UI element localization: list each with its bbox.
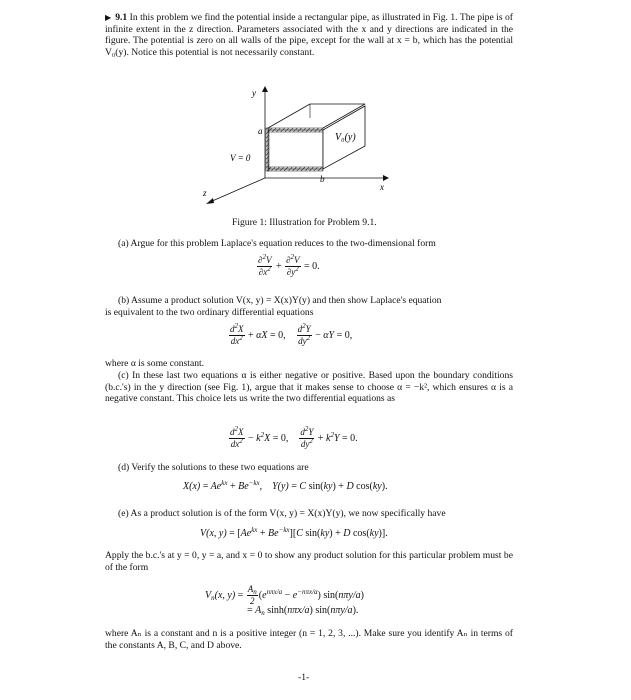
product-solution-equation: V(x, $y) = [Ae^{kx} + Be^{-kx}][C$ sin(ky) + D cos(ky)]. <box>200 526 388 539</box>
ode-k-equations: $\frac{d^2X}{dx^2}$ − $k^2X = 0$, $\frac{d^2Y}{dy^2}$ + $k^2Y = 0$. <box>230 425 358 449</box>
problem-intro-text: In this problem we find the potential inside a rectangular pipe, as illustrated in Fig. 1. The pipe is of infinite extent in the z direction. Parameters associated with the x and y directions are indicated in the figure. The potential is zero on all walls of the pipe, except for the wall at x = b, which has the potential V₀(y). Notice this potential is not necessarily constant. <box>105 12 513 59</box>
z-axis <box>210 178 265 202</box>
part-d: (d) Verify the solutions to these two equations are <box>118 462 309 473</box>
solution-xy-equation: $X(x) = Ae^{kx} + Be^{-kx}$, Y(y) = C sin(ky) + D cos(ky). <box>183 479 388 492</box>
pipe-top-wall <box>268 128 323 132</box>
problem-number: 9.1 <box>115 12 128 23</box>
label-v0: V = 0 <box>230 153 251 163</box>
z-axis-arrow-icon <box>206 198 214 204</box>
laplace-2d-equation: $\frac{\partial^2V}{\partial x^2}$ + $\frac{\partial^2V}{\partial y^2}$ = 0. <box>258 253 320 277</box>
part-b-line1: (b) Assume a product solution V(x, y) = X(x)Y(y) and then show Laplace's equation <box>118 295 442 306</box>
bullet-icon: ▶ <box>105 13 112 22</box>
page-number: -1- <box>298 672 310 683</box>
part-b-line2: is equivalent to the two ordinary differential equations <box>105 307 314 318</box>
vn-sinh-equation: = $A_n$ sinh(nπx/a) sin(nπy/a). <box>247 605 359 617</box>
part-e: (e) As a product solution is of the form V(x, y) = X(x)Y(y), we now specifically have <box>118 508 446 519</box>
figure-caption: Figure 1: Illustration for Problem 9.1. <box>232 217 377 228</box>
pipe-top-edge-left <box>268 104 310 128</box>
part-a: (a) Argue for this problem Laplace's equation reduces to the two-dimensional form <box>118 238 436 249</box>
label-b: b <box>320 174 325 184</box>
part-c: (c) In these last two equations α is either negative or positive. Based upon the boundary conditions (b.c.'s) in the y direction (see Fig. 1), argue that it makes sense to choose α = −k², which ensures α is a negative constant. This choice lets us write the two differential equations as <box>105 370 513 405</box>
pipe-left-wall <box>266 128 269 171</box>
where-alpha: where α is some constant. <box>105 358 205 369</box>
problem-intro <box>105 12 513 59</box>
pipe-figure <box>190 78 420 216</box>
x-axis-arrow-icon <box>383 175 389 181</box>
label-y: y <box>252 88 256 98</box>
label-x: x <box>380 182 384 192</box>
apply-bc: Apply the b.c.'s at y = 0, y = a, and x = 0 to show any product solution for this particular problem must be of the form <box>105 550 513 573</box>
label-z: z <box>203 188 207 198</box>
pipe-bottom-wall <box>268 167 323 171</box>
label-vy: V₀(y) <box>335 132 356 143</box>
where-an: where Aₙ is a constant and n is a positive integer (n = 1, 2, 3, ...). Make sure you identify Aₙ in terms of the constants A, B, C, and D above. <box>105 628 513 651</box>
label-a: a <box>258 126 263 136</box>
y-axis-arrow-icon <box>262 86 268 92</box>
ode-alpha-equations: $\frac{d^2X}{dx^2}$ + αX = 0, $\frac{d^2Y}{dy^2}$ − αY = 0, <box>230 322 353 346</box>
pipe-front-face <box>268 130 323 169</box>
vn-exponential-equation: $V_n(x$, y) = $\frac{A_n}{2}$ $(e^{n\pi x/a} - e^{-n\pi x/a})$ sin(nπy/a) <box>205 584 364 606</box>
